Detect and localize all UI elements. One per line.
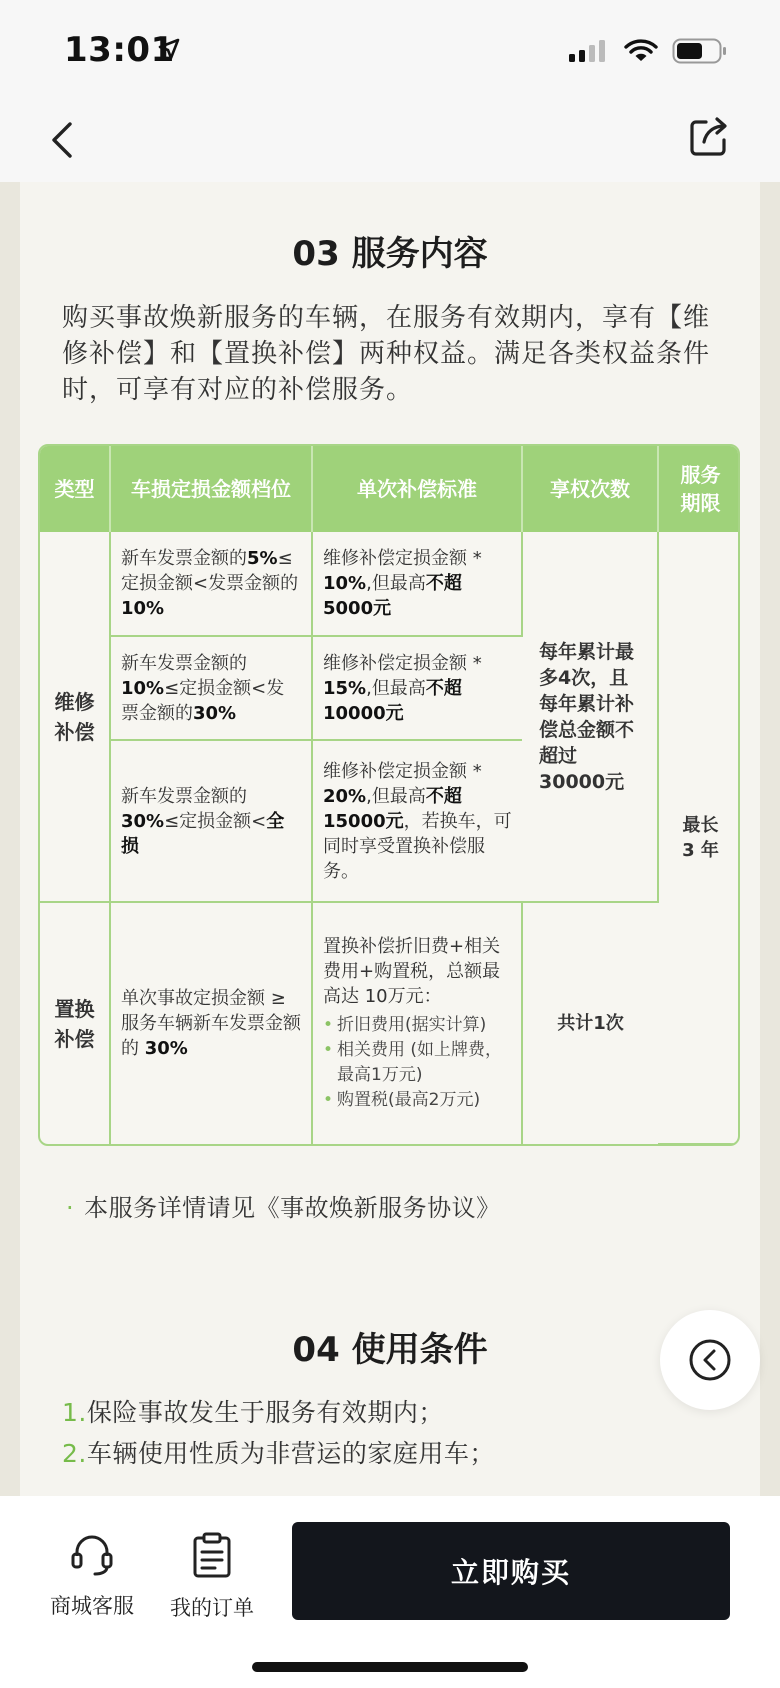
status-bar [0,0,780,100]
replace-times: 共计1次 [557,1013,624,1034]
floating-collapse-button[interactable] [660,1310,760,1410]
section-4-title-text: 04 使用条件 [292,1330,488,1370]
chevron-left-icon [44,116,84,164]
service-table [38,444,740,1146]
share-button[interactable] [686,114,732,160]
back-button[interactable] [44,116,84,164]
agreement-link[interactable]: 本服务详情请见《事故焕新服务协议》 [84,1194,501,1222]
my-orders-label: 我的订单 [170,1596,254,1620]
bullet-dot: · [66,1194,75,1222]
header-times: 享权次数 [522,446,658,532]
section-3-intro: 购买事故焕新服务的车辆，在服务有效期内，享有【维修补偿】和【置换补偿】两种权益。满足各类权益条件时，可享有对应的补偿服务。 [62,303,711,405]
range-cell: 新车发票金额的10%≤定损金额<发票金额的30% [110,636,312,740]
agreement-note [66,1188,501,1223]
customer-service-button[interactable] [32,1532,152,1620]
header-range: 车损定损金额档位 [110,446,312,532]
type-repair: 维修补偿 [40,532,110,902]
section-3-title [20,226,760,275]
location-arrow-icon [158,38,180,60]
list-item: • 折旧费用(据实计算) [323,1013,511,1038]
section-3-title-text: 03 服务内容 [292,234,488,274]
my-orders-button[interactable] [152,1532,272,1622]
range-cell: 新车发票金额的30%≤定损金额<全损 [110,740,312,902]
share-icon [686,114,732,160]
service-period: 最长 3 年 [658,532,740,1144]
replace-standard-list [323,1013,511,1113]
table-header-row [40,446,740,532]
nav-bar [0,100,780,182]
conditions-list [62,1392,722,1474]
table-row [40,532,740,636]
clipboard-icon [191,1532,233,1578]
bottom-action-bar [0,1496,780,1688]
header-period: 服务期限 [658,446,740,532]
standard-cell: 维修补偿定损金额 * 20%,但最高不超15000元，若换车，可同时享受置换补偿服务。 [312,740,522,902]
header-standard: 单次补偿标准 [312,446,522,532]
repair-times: 每年累计最多4次，且每年累计补偿总金额不超过30000元 [522,532,658,902]
replace-standard-intro: 置换补偿折旧费+相关费用+购置税，总额最高达 10万元： [323,936,501,1007]
list-item: 2.车辆使用性质为非营运的家庭用车； [62,1439,495,1468]
type-replace: 置换补偿 [40,902,110,1144]
table-row [40,902,740,1144]
headset-icon [69,1532,115,1576]
status-time: 13:01 [64,30,175,70]
cellular-signal-icon [568,40,608,64]
range-cell: 新车发票金额的5%≤定损金额<发票金额的10% [110,532,312,636]
header-type: 类型 [40,446,110,532]
content-area[interactable] [0,182,780,1496]
list-item: • 购置税(最高2万元) [323,1088,511,1113]
buy-now-button[interactable]: 立即购买 [292,1522,730,1620]
chevron-left-circle-icon [660,1310,760,1410]
content-panel [20,182,760,1496]
section-4-title [20,1322,760,1371]
list-item: • 相关费用 (如上牌费，最高1万元) [323,1038,511,1088]
standard-cell [312,902,522,1144]
home-indicator [252,1662,528,1672]
customer-service-label: 商城客服 [50,1594,134,1618]
standard-cell: 维修补偿定损金额 * 10%,但最高不超5000元 [312,532,522,636]
wifi-icon [624,38,658,64]
list-item: 1.保险事故发生于服务有效期内； [62,1398,444,1427]
standard-cell: 维修补偿定损金额 * 15%,但最高不超10000元 [312,636,522,740]
range-cell: 单次事故定损金额 ≥ 服务车辆新车发票金额的 30% [110,902,312,1144]
battery-icon [672,38,728,64]
